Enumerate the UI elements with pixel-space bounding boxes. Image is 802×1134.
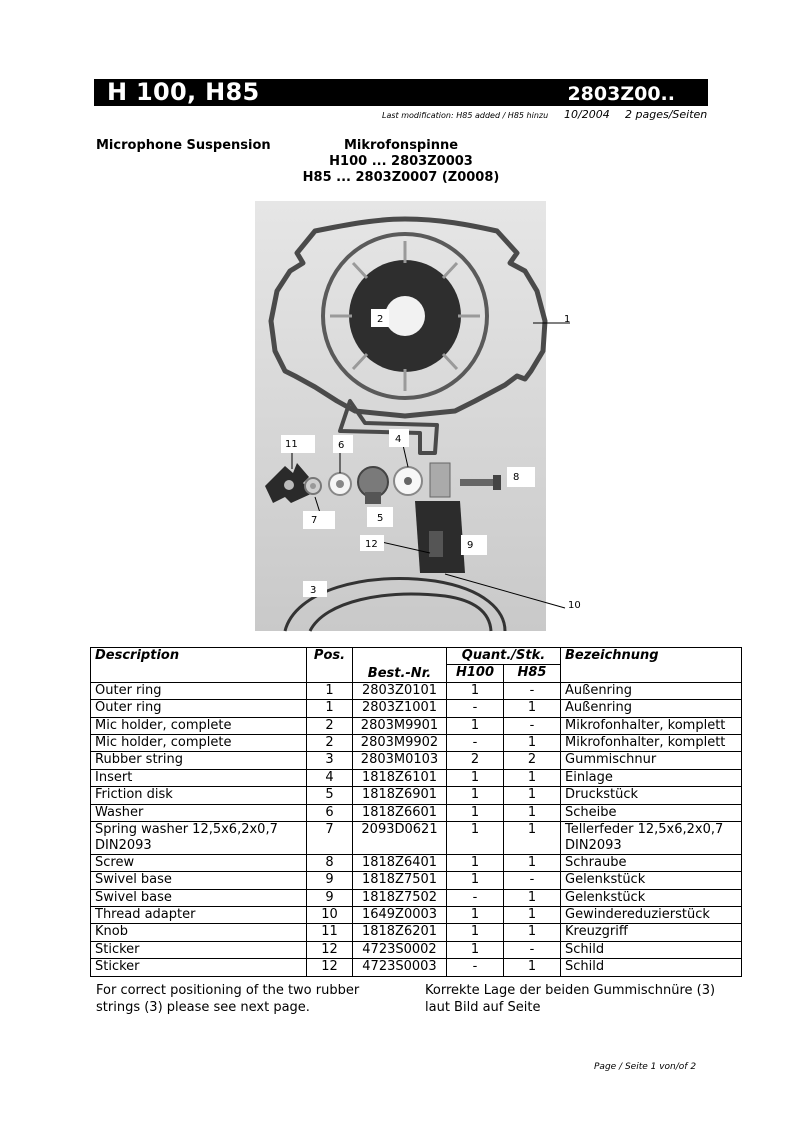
spring-washer-part (305, 478, 321, 494)
cell-description: Rubber string (91, 752, 307, 769)
cell-order-no: 1818Z6401 (353, 854, 447, 871)
note-english: For correct positioning of the two rubber strings (3) please see next page. (96, 983, 360, 1015)
cell-description: Washer (91, 804, 307, 821)
cell-qty-h100: - (447, 734, 504, 751)
cell-qty-h85: - (504, 717, 561, 734)
parts-table-body (91, 682, 742, 976)
cell-description: Thread adapter (91, 907, 307, 924)
col-header-description: Description (91, 648, 307, 683)
table-row (91, 959, 742, 976)
cell-order-no: 1649Z0003 (353, 907, 447, 924)
cell-bezeichnung: Gewindereduzierstück (561, 907, 742, 924)
page-footer: Page / Seite 1 von/of 2 (594, 1062, 697, 1072)
cell-description: Swivel base (91, 889, 307, 906)
cell-qty-h100: 2 (447, 752, 504, 769)
note-german: Korrekte Lage der beiden Gummischnüre (3) laut Bild auf Seite (425, 983, 716, 1015)
cell-bezeichnung: Gelenkstück (561, 889, 742, 906)
table-row (91, 787, 742, 804)
cell-order-no: 1818Z6901 (353, 787, 447, 804)
cell-description: Mic holder, complete (91, 717, 307, 734)
revision-date: 10/2004 (564, 108, 610, 121)
cell-description: Sticker (91, 959, 307, 976)
cell-order-no: 2803M9901 (353, 717, 447, 734)
cell-order-no: 4723S0002 (353, 941, 447, 958)
col-header-h100: H100 (447, 665, 504, 682)
heading-h85: H85 ... 2803Z0007 (Z0008) (302, 170, 500, 185)
parts-table (90, 647, 742, 977)
cell-qty-h100: 1 (447, 717, 504, 734)
page-count: 2 pages/Seiten (625, 108, 708, 121)
cell-order-no: 2803M9902 (353, 734, 447, 751)
cell-qty-h100: - (447, 889, 504, 906)
mic-holder-part (323, 234, 487, 398)
table-row (91, 700, 742, 717)
callout-4: 4 (395, 434, 402, 445)
callout-3: 3 (310, 585, 317, 596)
cell-order-no: 2093D0621 (353, 821, 447, 854)
table-row (91, 924, 742, 941)
cell-bezeichnung: Schild (561, 959, 742, 976)
callout-11: 11 (285, 439, 298, 450)
cell-qty-h100: 1 (447, 787, 504, 804)
cell-pos: 6 (307, 804, 353, 821)
cell-description: Outer ring (91, 700, 307, 717)
cell-qty-h85: - (504, 872, 561, 889)
cell-pos: 10 (307, 907, 353, 924)
cell-qty-h100: 1 (447, 804, 504, 821)
cell-description: Screw (91, 854, 307, 871)
table-row (91, 682, 742, 699)
cell-qty-h85: 1 (504, 924, 561, 941)
table-row (91, 889, 742, 906)
cell-order-no: 1818Z6201 (353, 924, 447, 941)
table-row (91, 734, 742, 751)
cell-description: Swivel base (91, 872, 307, 889)
callout-7: 7 (311, 515, 318, 526)
table-row (91, 752, 742, 769)
cell-qty-h85: 1 (504, 700, 561, 717)
cell-bezeichnung: Schraube (561, 854, 742, 871)
last-modification: Last modification: H85 added / H85 hinzu (382, 111, 549, 120)
cell-description: Sticker (91, 941, 307, 958)
cell-description: Knob (91, 924, 307, 941)
table-row (91, 941, 742, 958)
cell-qty-h85: 1 (504, 907, 561, 924)
cell-qty-h85: 1 (504, 854, 561, 871)
insert-part (394, 467, 422, 495)
cell-qty-h100: - (447, 700, 504, 717)
cell-order-no: 2803Z1001 (353, 700, 447, 717)
table-row (91, 872, 742, 889)
cell-qty-h100: 1 (447, 907, 504, 924)
cell-pos: 9 (307, 872, 353, 889)
cell-qty-h85: - (504, 941, 561, 958)
cell-bezeichnung: Gummischnur (561, 752, 742, 769)
cell-bezeichnung: Schild (561, 941, 742, 958)
cell-qty-h100: 1 (447, 872, 504, 889)
cell-qty-h100: 1 (447, 924, 504, 941)
cell-bezeichnung: Gelenkstück (561, 872, 742, 889)
callout-2: 2 (377, 314, 384, 325)
col-header-quantity: Quant./Stk. (447, 648, 561, 665)
cell-order-no: 2803Z0101 (353, 682, 447, 699)
document-code: 2803Z00.. (567, 83, 675, 105)
cell-qty-h100: - (447, 959, 504, 976)
table-row (91, 717, 742, 734)
cell-qty-h100: 1 (447, 769, 504, 786)
cell-order-no: 1818Z6101 (353, 769, 447, 786)
cell-pos: 8 (307, 854, 353, 871)
callout-10: 10 (568, 600, 581, 611)
heading-h100: H100 ... 2803Z0003 (329, 154, 473, 169)
cell-qty-h85: 1 (504, 734, 561, 751)
cell-order-no: 1818Z7501 (353, 872, 447, 889)
cell-description: Mic holder, complete (91, 734, 307, 751)
cell-pos: 1 (307, 682, 353, 699)
cell-description: Spring washer 12,5x6,2x0,7 DIN2093 (91, 821, 307, 854)
cell-bezeichnung: Außenring (561, 700, 742, 717)
cell-bezeichnung: Scheibe (561, 804, 742, 821)
cell-bezeichnung: Einlage (561, 769, 742, 786)
cell-pos: 7 (307, 821, 353, 854)
table-row (91, 854, 742, 871)
col-header-order-no: Best.-Nr. (353, 648, 447, 683)
cell-qty-h85: 1 (504, 821, 561, 854)
cell-qty-h85: 2 (504, 752, 561, 769)
heading-english: Microphone Suspension (96, 138, 271, 153)
cell-description: Insert (91, 769, 307, 786)
cell-bezeichnung: Druckstück (561, 787, 742, 804)
cell-pos: 12 (307, 941, 353, 958)
cell-qty-h85: - (504, 682, 561, 699)
cell-pos: 11 (307, 924, 353, 941)
cell-bezeichnung: Außenring (561, 682, 742, 699)
title-bar (94, 79, 708, 106)
washer-part (329, 473, 351, 495)
callout-6: 6 (338, 440, 345, 451)
callout-12: 12 (365, 539, 378, 550)
cell-order-no: 1818Z7502 (353, 889, 447, 906)
callout-1: 1 (564, 314, 571, 325)
cell-bezeichnung: Mikrofonhalter, komplett (561, 717, 742, 734)
col-header-pos: Pos. (307, 648, 353, 683)
cell-bezeichnung: Kreuzgriff (561, 924, 742, 941)
callout-5: 5 (377, 513, 384, 524)
exploded-view-figure (255, 201, 571, 631)
cell-qty-h100: 1 (447, 821, 504, 854)
document-title: H 100, H85 (107, 78, 260, 106)
callout-9: 9 (467, 540, 474, 551)
cell-description: Friction disk (91, 787, 307, 804)
cell-bezeichnung: Mikrofonhalter, komplett (561, 734, 742, 751)
cell-pos: 12 (307, 959, 353, 976)
col-header-h85: H85 (504, 665, 561, 682)
table-row (91, 821, 742, 854)
cell-pos: 1 (307, 700, 353, 717)
cell-pos: 2 (307, 734, 353, 751)
cell-qty-h85: 1 (504, 787, 561, 804)
heading-german: Mikrofonspinne (343, 138, 459, 153)
table-row (91, 907, 742, 924)
col-header-bezeichnung: Bezeichnung (561, 648, 742, 683)
cell-qty-h85: 1 (504, 804, 561, 821)
callout-8: 8 (513, 472, 520, 483)
cell-bezeichnung: Tellerfeder 12,5x6,2x0,7 DIN2093 (561, 821, 742, 854)
cell-qty-h85: 1 (504, 959, 561, 976)
cell-order-no: 4723S0003 (353, 959, 447, 976)
table-row (91, 804, 742, 821)
cell-qty-h100: 1 (447, 941, 504, 958)
cell-qty-h100: 1 (447, 854, 504, 871)
cell-qty-h85: 1 (504, 769, 561, 786)
cell-description: Outer ring (91, 682, 307, 699)
cell-qty-h85: 1 (504, 889, 561, 906)
table-header-row-1 (91, 648, 742, 665)
cell-pos: 9 (307, 889, 353, 906)
cell-pos: 5 (307, 787, 353, 804)
table-row (91, 769, 742, 786)
cell-order-no: 2803M0103 (353, 752, 447, 769)
cell-pos: 4 (307, 769, 353, 786)
cell-pos: 3 (307, 752, 353, 769)
cell-pos: 2 (307, 717, 353, 734)
cell-order-no: 1818Z6601 (353, 804, 447, 821)
cell-qty-h100: 1 (447, 682, 504, 699)
